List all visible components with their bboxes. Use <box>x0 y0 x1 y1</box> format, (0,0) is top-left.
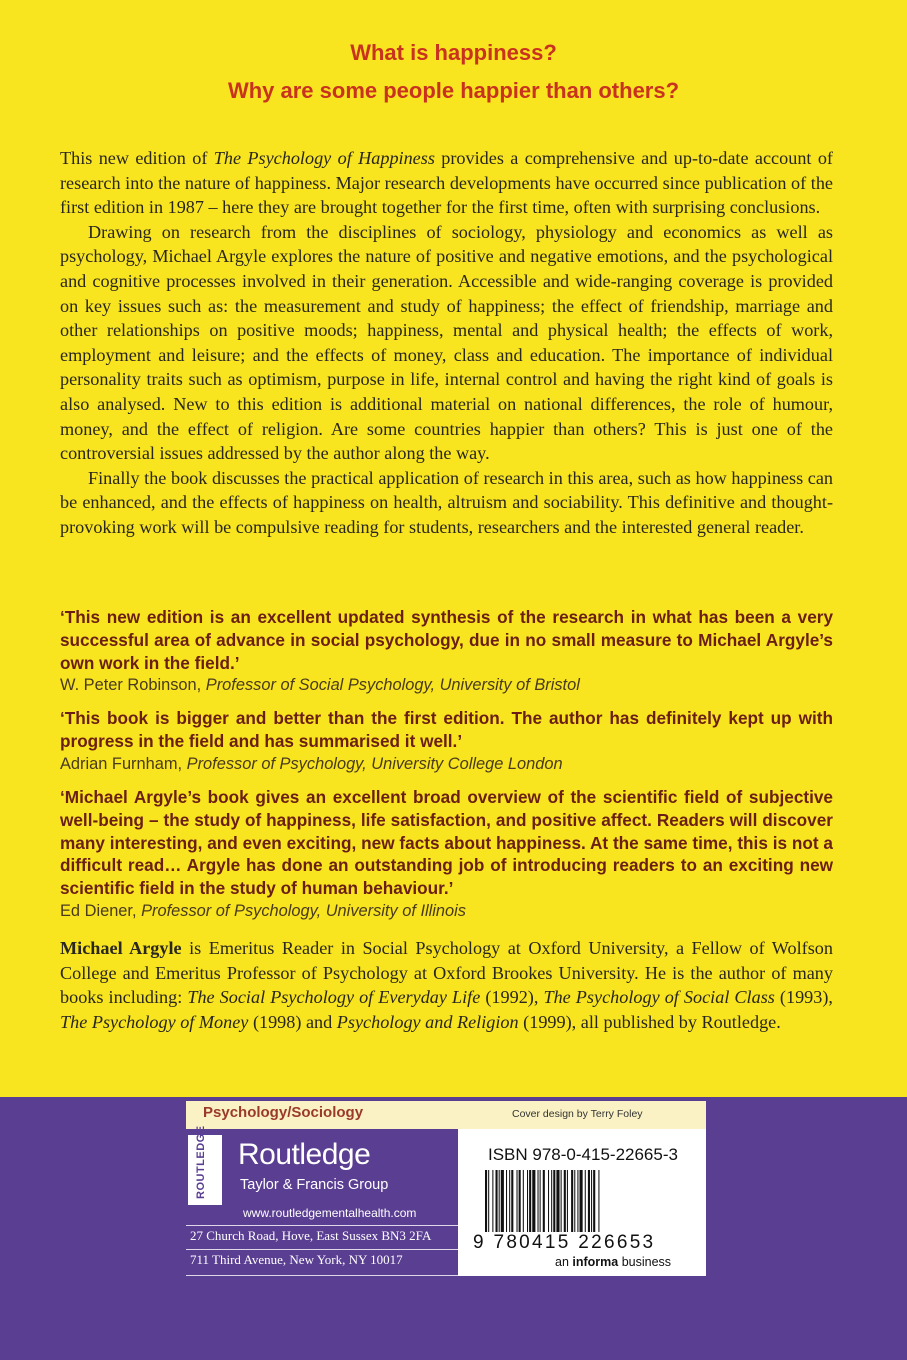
review-quote-2 <box>60 707 833 775</box>
barcode-bar <box>511 1170 513 1240</box>
barcode-bar <box>567 1170 568 1240</box>
publisher-name: Routledge <box>238 1138 371 1171</box>
barcode-bar <box>577 1170 578 1240</box>
book-description <box>60 146 833 540</box>
barcode-bar <box>485 1170 487 1240</box>
headline-question-2: Why are some people happier than others? <box>227 78 680 103</box>
headline-question-1: What is happiness? <box>350 40 557 65</box>
cover-credit: Cover design by Terry Foley <box>512 1108 643 1120</box>
informa-tagline: an informa business <box>555 1255 672 1269</box>
barcode-bar <box>580 1170 583 1240</box>
isbn-label: ISBN 978-0-415-22665-3 <box>488 1145 678 1164</box>
book-title: The Psychology of Happiness <box>213 148 435 168</box>
barcode-bar <box>574 1170 575 1240</box>
barcode-bar <box>496 1170 498 1240</box>
barcode-bar <box>527 1170 528 1240</box>
barcode-bar <box>492 1170 493 1240</box>
barcode-bar <box>523 1170 524 1240</box>
quote-attribution: Adrian Furnham, Professor of Psychology, University College London <box>60 754 563 773</box>
barcode-bar <box>543 1170 545 1240</box>
barcode-bar <box>548 1170 549 1240</box>
barcode-bar <box>488 1170 489 1240</box>
divider <box>186 1225 458 1226</box>
divider <box>186 1249 458 1250</box>
barcode-bar <box>538 1170 539 1240</box>
barcode-bar <box>561 1170 562 1240</box>
barcode-bar <box>591 1170 592 1240</box>
barcode-bar <box>556 1170 559 1240</box>
divider <box>186 1275 458 1276</box>
barcode-bar <box>499 1170 500 1240</box>
address-us: 711 Third Avenue, New York, NY 10017 <box>190 1252 403 1267</box>
address-uk: 27 Church Road, Hove, East Sussex BN3 2FA <box>190 1228 432 1243</box>
barcode-digits: 9 780415 226653 <box>473 1232 656 1253</box>
quote-attribution: Ed Diener, Professor of Psychology, University of Illinois <box>60 901 466 920</box>
review-quote-1 <box>60 606 833 696</box>
author-bio: Michael Argyle is Emeritus Reader in Social Psychology at Oxford University, a Fellow of Wolfson College and Emeritus Professor of Psychology at Oxford Brookes University. He is the author of many books including: The Social Psychology of Everyday Life (1992), The Psychology of Social Class (1993), The Psychology of Money (1998) and Psychology and Religion (1999), all published by Routledge. <box>60 938 833 1032</box>
barcode-icon <box>485 1170 703 1240</box>
barcode-bar <box>501 1170 504 1240</box>
publisher-group: Taylor & Francis Group <box>240 1177 389 1193</box>
barcode-bar <box>506 1170 507 1240</box>
barcode-bar <box>519 1170 521 1240</box>
barcode-bar <box>532 1170 535 1240</box>
subject-category: Psychology/Sociology <box>203 1104 364 1121</box>
author-name: Michael Argyle <box>60 938 182 958</box>
quote-attribution: W. Peter Robinson, Professor of Social Psychology, University of Bristol <box>60 676 580 695</box>
barcode-bar <box>553 1170 555 1240</box>
barcode-bar <box>564 1170 566 1240</box>
barcode-bar <box>517 1170 518 1240</box>
barcode-bar <box>551 1170 552 1240</box>
quote-text: ‘This new edition is an excellent updated synthesis of the research in what has been a very successful area of advance in social psychology, due in no small measure to Michael Argyle’s own work in the field.’ <box>60 607 833 673</box>
barcode-bar <box>598 1170 599 1240</box>
quote-text: ‘This book is bigger and better than the first edition. The author has definitely kept up with progress in the field and has summarised it well.’ <box>60 708 833 751</box>
review-quote-3 <box>60 786 833 922</box>
barcode-bar <box>593 1170 595 1240</box>
description-paragraph-3: Finally the book discusses the practical application of research in this area, such as how happiness can be enhanced, and the effects of happiness on health, altruism and sociability. This definitive and thought-provoking work will be compulsive reading for students, researchers and the interested general reader. <box>60 467 833 537</box>
barcode-bar <box>571 1170 573 1240</box>
description-paragraph-2: Drawing on research from the disciplines of sociology, physiology and economics as well as psychology, Michael Argyle explores the nature of positive and negative emotions, and the psychological and cognitive processes involved in their generation. Accessible and wide-ranging coverage is provided on key issues such as: the measurement and study of happiness; the effect of friendship, marriage and other relationships on positive moods; happiness, mental and physical health; the effects of work, employment and leisure; and the effects of money, class and education. The importance of individual personality traits such as optimism, purpose in life, internal control and having the right kind of goals is also analysed. New to this edition is additional material on national differences, the role of humour, money, and the effect of religion. Are some countries happier than others? This is just one of the controversial issues addressed by the author along the way. <box>60 221 833 464</box>
barcode-bar <box>585 1170 586 1240</box>
barcode-bar <box>588 1170 590 1240</box>
barcode-bar <box>509 1170 510 1240</box>
quote-text: ‘Michael Argyle’s book gives an excellent broad overview of the scientific field of subjective well-being – the study of happiness, life satisfaction, and positive affect. Readers will discover many interesting, and even exciting, new facts about happiness. At the same time, this is not a difficult read… Argyle has done an outstanding job of introducing readers to an exciting new scientific field in the study of human behaviour.’ <box>60 787 833 899</box>
publisher-url: www.routledgementalhealth.com <box>243 1206 417 1220</box>
barcode-bar <box>529 1170 531 1240</box>
description-paragraph-1: This new edition of The Psychology of Happiness provides a comprehensive and up-to-date account of research into the nature of happiness. Major research developments have occurred since publication of the first edition in 1987 – here they are brought together for the first time, often with surprising conclusions. <box>60 148 833 218</box>
barcode-bar <box>540 1170 541 1240</box>
routledge-logo-icon: ROUTLEDGE <box>188 1135 222 1205</box>
